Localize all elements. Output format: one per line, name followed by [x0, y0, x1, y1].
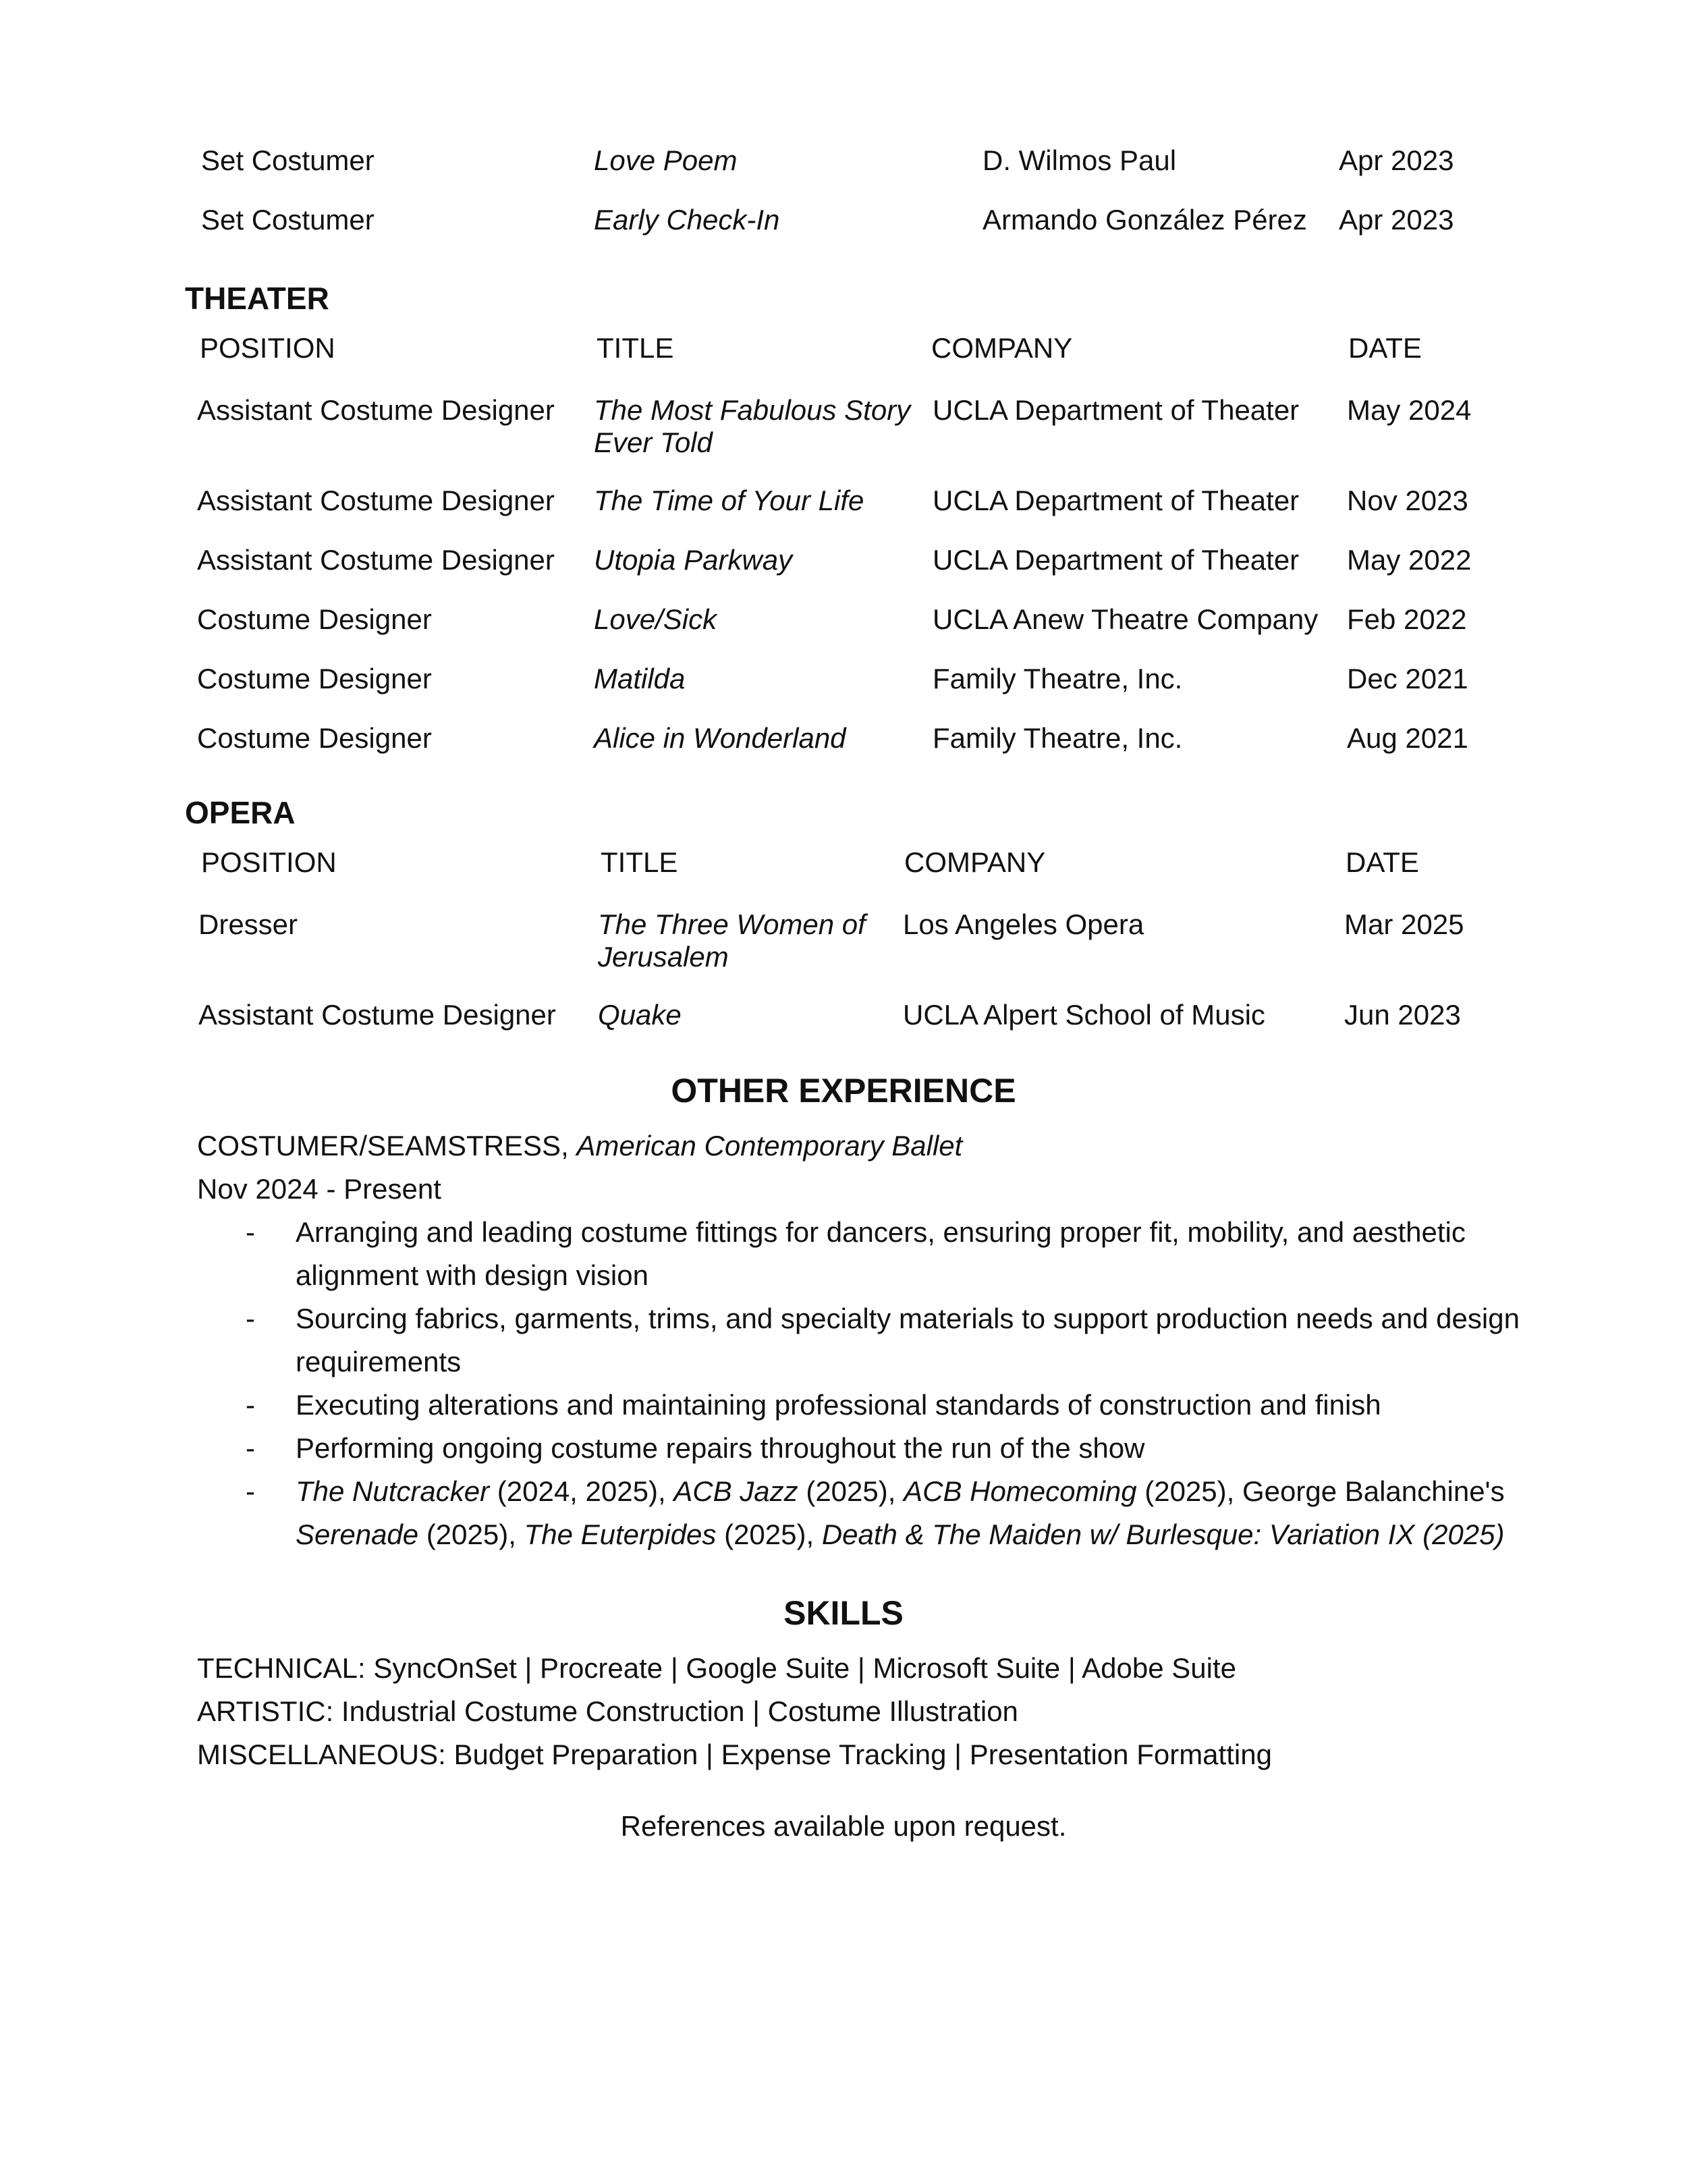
theater-header-date: DATE — [1348, 332, 1422, 364]
theater-row-4-date: Feb 2022 — [1347, 603, 1467, 635]
theater-row-6-company: Family Theatre, Inc. — [933, 722, 1183, 754]
job-company: American Contemporary Ballet — [576, 1130, 963, 1162]
opera-row-2-date: Jun 2023 — [1344, 999, 1461, 1031]
bullet-2: Sourcing fabrics, garments, trims, and specialty materials to support production needs and design requirements — [296, 1303, 1520, 1377]
film-row-1-title: Love Poem — [594, 144, 738, 176]
job-role: COSTUMER/SEAMSTRESS, — [197, 1130, 569, 1162]
opera-row-2-position: Assistant Costume Designer — [198, 999, 556, 1031]
theater-row-3-position: Assistant Costume Designer — [197, 544, 555, 576]
production-years: (2025), — [716, 1519, 822, 1550]
opera-row-2-company: UCLA Alpert School of Music — [903, 999, 1265, 1031]
references-note: References available upon request. — [620, 1810, 1067, 1842]
opera-header-date: DATE — [1346, 846, 1419, 878]
theater-row-4-position: Costume Designer — [197, 603, 432, 635]
theater-row-1-position: Assistant Costume Designer — [197, 394, 555, 426]
theater-row-4-company: UCLA Anew Theatre Company — [933, 603, 1319, 635]
theater-row-1-date: May 2024 — [1347, 394, 1472, 426]
job-dates: Nov 2024 - Present — [197, 1173, 441, 1205]
bullet-4: Performing ongoing costume repairs throughout the run of the show — [296, 1432, 1145, 1464]
theater-row-3-title: Utopia Parkway — [594, 544, 793, 576]
film-row-1-date: Apr 2023 — [1339, 144, 1454, 176]
bullet-marker: - — [246, 1389, 255, 1421]
bullet-marker: - — [246, 1303, 255, 1334]
theater-heading: THEATER — [185, 281, 329, 316]
film-row-2-title: Early Check-In — [594, 204, 780, 236]
theater-row-1-title-cont: Ever Told — [594, 427, 713, 458]
bullet-marker: - — [246, 1475, 255, 1507]
film-row-1-position: Set Costumer — [201, 144, 375, 176]
theater-row-1-title: The Most Fabulous Story — [594, 394, 911, 426]
bullet-marker: - — [246, 1432, 255, 1464]
theater-row-5-position: Costume Designer — [197, 663, 432, 694]
skills-artistic: ARTISTIC: Industrial Costume Construction | Costume Illustration — [197, 1695, 1018, 1727]
theater-row-3-company: UCLA Department of Theater — [933, 544, 1300, 576]
skills-misc: MISCELLANEOUS: Budget Preparation | Expense Tracking | Presentation Formatting — [197, 1739, 1272, 1770]
production-serenade: Serenade — [296, 1519, 419, 1550]
film-row-2-position: Set Costumer — [201, 204, 375, 236]
opera-row-1-title: The Three Women of — [598, 908, 866, 940]
production-acb-homecoming: ACB Homecoming — [904, 1475, 1137, 1507]
theater-row-6-title: Alice in Wonderland — [594, 722, 846, 754]
bullet-productions — [296, 1470, 1530, 1556]
theater-row-6-position: Costume Designer — [197, 722, 432, 754]
opera-header-title: TITLE — [601, 846, 678, 878]
production-death-and-the-maiden: Death & The Maiden w/ Burlesque: Variation IX (2025) — [821, 1519, 1505, 1550]
opera-row-1-position: Dresser — [198, 908, 298, 940]
theater-row-2-position: Assistant Costume Designer — [197, 485, 555, 516]
opera-row-1-date: Mar 2025 — [1344, 908, 1464, 940]
opera-header-company: COMPANY — [904, 846, 1046, 878]
production-years: (2025), — [418, 1519, 524, 1550]
theater-row-1-company: UCLA Department of Theater — [933, 394, 1300, 426]
theater-header-title: TITLE — [597, 332, 674, 364]
opera-row-1-company: Los Angeles Opera — [903, 908, 1144, 940]
other-experience-job — [197, 1124, 962, 1168]
theater-row-2-company: UCLA Department of Theater — [933, 485, 1300, 516]
theater-row-6-date: Aug 2021 — [1347, 722, 1468, 754]
opera-row-1-title-cont: Jerusalem — [598, 941, 729, 973]
theater-header-position: POSITION — [200, 332, 335, 364]
production-years: (2024, 2025), — [489, 1475, 674, 1507]
film-row-1-director: D. Wilmos Paul — [983, 144, 1177, 176]
opera-row-2-title: Quake — [598, 999, 682, 1031]
bullet-1: Arranging and leading costume fittings for dancers, ensuring proper fit, mobility, and aesthetic alignment with design vision — [296, 1216, 1466, 1291]
bullet-3: Executing alterations and maintaining professional standards of construction and finish — [296, 1389, 1381, 1421]
theater-row-2-date: Nov 2023 — [1347, 485, 1468, 516]
skills-heading: SKILLS — [783, 1594, 904, 1632]
film-row-2-date: Apr 2023 — [1339, 204, 1454, 236]
opera-heading: OPERA — [185, 795, 296, 830]
theater-row-2-title: The Time of Your Life — [594, 485, 864, 516]
theater-row-4-title: Love/Sick — [594, 603, 717, 635]
production-years: (2025), George Balanchine's — [1136, 1475, 1505, 1507]
theater-header-company: COMPANY — [931, 332, 1073, 364]
opera-header-position: POSITION — [201, 846, 337, 878]
production-nutcracker: The Nutcracker — [296, 1475, 490, 1507]
theater-row-5-company: Family Theatre, Inc. — [933, 663, 1183, 694]
production-years: (2025), — [798, 1475, 904, 1507]
bullet-marker: - — [246, 1216, 255, 1248]
theater-row-3-date: May 2022 — [1347, 544, 1472, 576]
film-row-2-director: Armando González Pérez — [983, 204, 1307, 236]
skills-technical: TECHNICAL: SyncOnSet | Procreate | Google Suite | Microsoft Suite | Adobe Suite — [197, 1652, 1237, 1684]
other-experience-heading: OTHER EXPERIENCE — [671, 1072, 1016, 1110]
production-euterpides: The Euterpides — [524, 1519, 717, 1550]
theater-row-5-title: Matilda — [594, 663, 686, 694]
production-acb-jazz: ACB Jazz — [673, 1475, 798, 1507]
theater-row-5-date: Dec 2021 — [1347, 663, 1468, 694]
